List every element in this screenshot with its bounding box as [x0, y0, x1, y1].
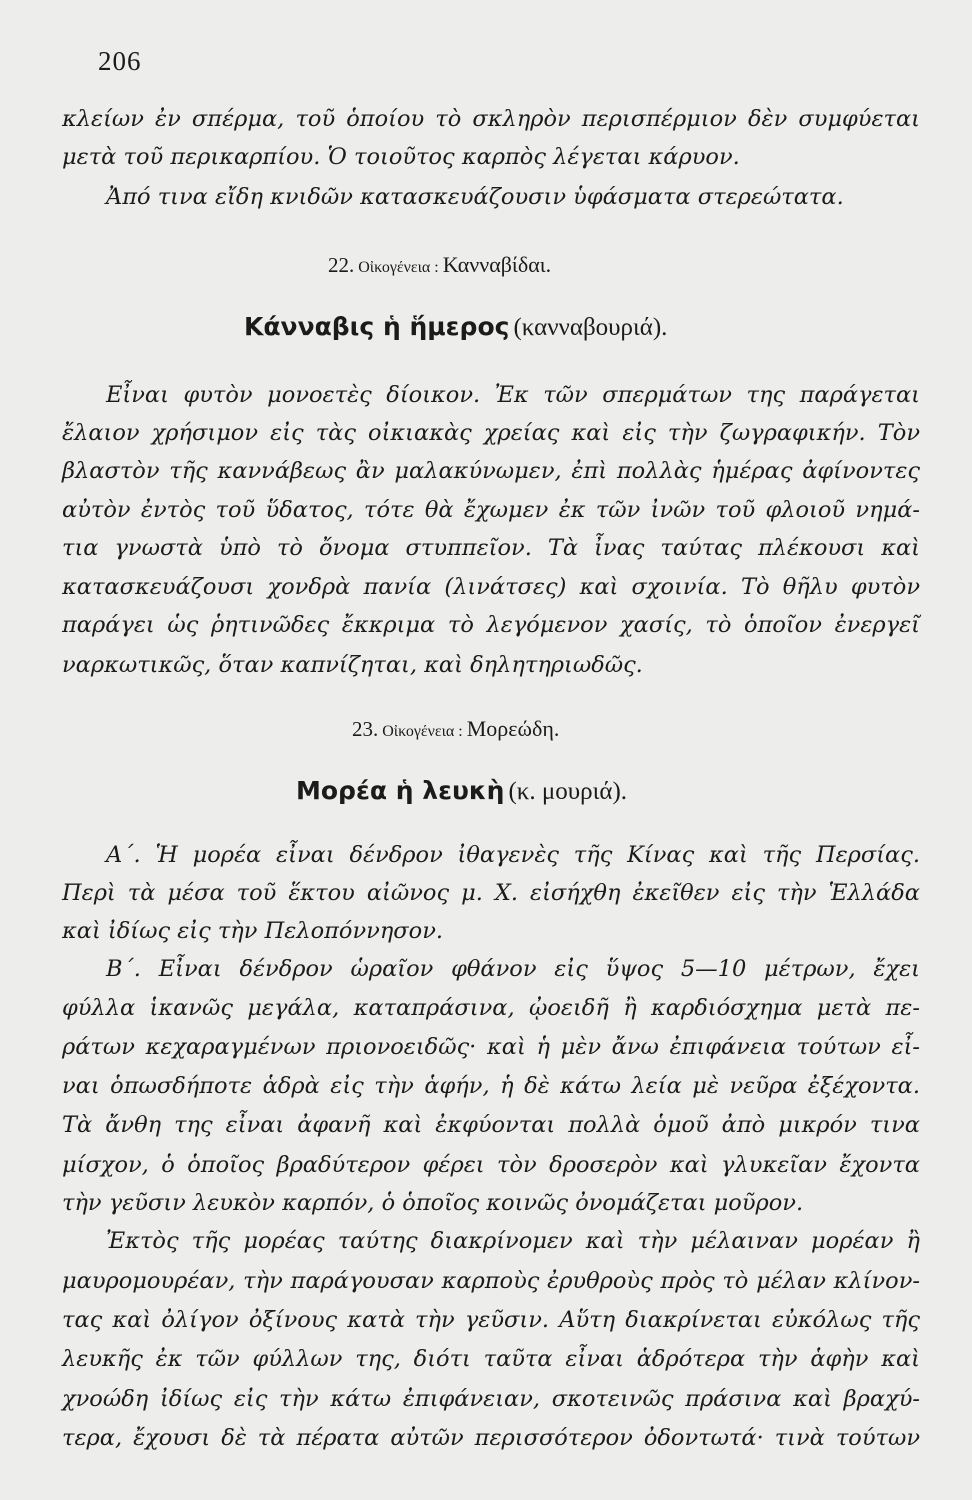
- family-label: Οἰκογένεια :: [358, 259, 439, 276]
- text-line: ναρκωτικῶς, ὅταν καπνίζηται, καὶ δηλητηριωδῶς.: [62, 652, 643, 678]
- species-name: Μορέα ἡ λευκὴ: [296, 776, 505, 805]
- family-label: Οἰκογένεια :: [382, 723, 463, 740]
- species-common-name: (κανναβουριά).: [513, 314, 668, 341]
- species-heading-morus: [296, 776, 627, 806]
- family-heading-22: [328, 252, 551, 278]
- text-line: Ἐκτὸς τῆς μορέας ταύτης διακρίνομεν καὶ τὴν μέλαιναν μορέαν ἢ: [106, 1228, 920, 1254]
- text-line: παράγει ὡς ῥητινῶδες ἔκκριμα τὸ λεγόμενον χασίς, τὸ ὁποῖον ἐνεργεῖ: [62, 612, 920, 638]
- text-line: μετὰ τοῦ περικαρπίου. Ὁ τοιοῦτος καρπὸς λέγεται κάρυον.: [62, 144, 740, 170]
- text-line: Α΄. Ἡ μορέα εἶναι δένδρον ἰθαγενὲς τῆς Κίνας καὶ τῆς Περσίας.: [106, 842, 920, 868]
- text-line: τερα, ἔχουσι δὲ τὰ πέρατα αὐτῶν περισσότερον ὀδοντωτά· τινὰ τούτων: [62, 1425, 920, 1451]
- text-line: φύλλα ἱκανῶς μεγάλα, καταπράσινα, ᾠοειδῆ ἢ καρδιόσχημα μετὰ πε-: [62, 995, 920, 1021]
- family-number: 22.: [328, 253, 355, 277]
- species-common-name: (κ. μουριά).: [508, 778, 628, 805]
- text-line: μαυρομουρέαν, τὴν παράγουσαν καρποὺς ἐρυθροὺς πρὸς τὸ μέλαν κλίνον-: [62, 1268, 920, 1294]
- text-line: Ἀπό τινα εἴδη κνιδῶν κατασκευάζουσιν ὑφάσματα στερεώτατα.: [106, 184, 844, 210]
- text-line: Περὶ τὰ μέσα τοῦ ἕκτου αἰῶνος μ. Χ. εἰσήχθη ἐκεῖθεν εἰς τὴν Ἑλλάδα: [62, 880, 920, 906]
- text-line: λευκῆς ἐκ τῶν φύλλων της, διότι ταῦτα εἶναι ἁδρότερα τὴν ἁφὴν καὶ: [62, 1346, 920, 1372]
- text-line: τια γνωστὰ ὑπὸ τὸ ὄνομα στυππεῖον. Τὰ ἶνας ταύτας πλέκουσι καὶ: [62, 535, 920, 561]
- text-line: Β΄. Εἶναι δένδρον ὡραῖον φθάνον εἰς ὕψος 5—10 μέτρων, ἔχει: [106, 956, 920, 982]
- species-heading-cannabis: [244, 312, 667, 342]
- text-line: κατασκευάζουσι χονδρὰ πανία (λινάτσες) καὶ σχοινία. Τὸ θῆλυ φυτὸν: [62, 574, 920, 600]
- text-line: Τὰ ἄνθη της εἶναι ἀφανῆ καὶ ἐκφύονται πολλὰ ὁμοῦ ἀπὸ μικρόν τινα: [62, 1112, 920, 1138]
- page-number: 206: [98, 46, 142, 76]
- text-line: τας καὶ ὀλίγον ὀξίνους κατὰ τὴν γεῦσιν. Αὕτη διακρίνεται εὐκόλως τῆς: [62, 1307, 920, 1333]
- text-line: κλείων ἐν σπέρμα, τοῦ ὁποίου τὸ σκληρὸν περισπέρμιον δὲν συμφύεται: [62, 106, 920, 132]
- text-line: ράτων κεχαραγμένων πριονοειδῶς· καὶ ἡ μὲν ἄνω ἐπιφάνεια τούτων εἶ-: [62, 1034, 920, 1060]
- species-name: Κάνναβις ἡ ἥμερος: [244, 312, 510, 341]
- text-line: ἔλαιον χρήσιμον εἰς τὰς οἰκιακὰς χρείας καὶ εἰς τὴν ζωγραφικήν. Τὸν: [62, 420, 920, 446]
- text-line: τὴν γεῦσιν λευκὸν καρπόν, ὁ ὁποῖος κοινῶς ὀνομάζεται μοῦρον.: [62, 1190, 804, 1216]
- family-name: Κανναβίδαι.: [442, 252, 552, 277]
- family-heading-23: [352, 716, 559, 742]
- text-line: Εἶναι φυτὸν μονοετὲς δίοικον. Ἐκ τῶν σπερμάτων της παράγεται: [106, 382, 920, 408]
- text-line: καὶ ἰδίως εἰς τὴν Πελοπόννησον.: [62, 918, 444, 944]
- family-name: Μορεώδη.: [466, 716, 560, 741]
- family-number: 23.: [352, 717, 379, 741]
- text-line: μίσχον, ὁ ὁποῖος βραδύτερον φέρει τὸν δροσερὸν καὶ γλυκεῖαν ἔχοντα: [62, 1152, 920, 1178]
- text-line: βλαστὸν τῆς καννάβεως ἂν μαλακύνωμεν, ἐπὶ πολλὰς ἡμέρας ἀφίνοντες: [62, 458, 920, 484]
- text-line: χνοώδη ἰδίως εἰς τὴν κάτω ἐπιφάνειαν, σκοτεινῶς πράσινα καὶ βραχύ-: [62, 1386, 920, 1412]
- text-line: αὐτὸν ἐντὸς τοῦ ὕδατος, τότε θὰ ἔχωμεν ἐκ τῶν ἰνῶν τοῦ φλοιοῦ νημά-: [62, 497, 920, 523]
- text-line: ναι ὁπωσδήποτε ἁδρὰ εἰς τὴν ἁφήν, ἡ δὲ κάτω λεία μὲ νεῦρα ἐξέχοντα.: [62, 1073, 920, 1099]
